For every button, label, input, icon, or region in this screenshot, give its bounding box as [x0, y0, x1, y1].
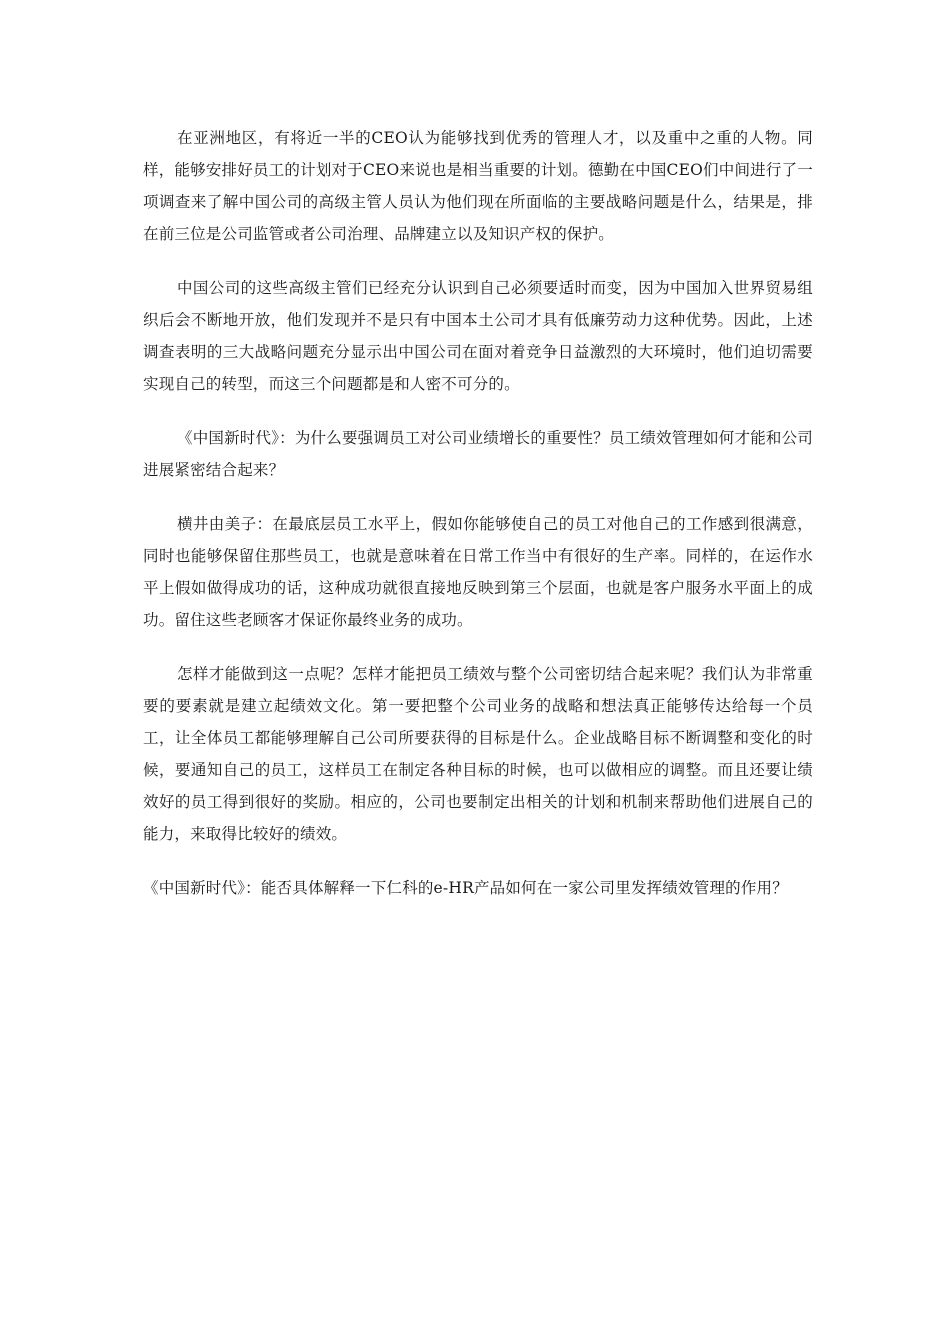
paragraph-question-ehr: 《中国新时代》：能否具体解释一下仁科的e-HR产品如何在一家公司里发挥绩效管理的作用？	[143, 879, 788, 897]
document-body	[143, 122, 813, 926]
paragraph-chinese-executives: 中国公司的这些高级主管们已经充分认识到自己必须要适时而变，因为中国加入世界贸易组织后会不断地开放，他们发现并不是只有中国本土公司才具有低廉劳动力这种优势。因此，上述调查表明的三大战略问题充分显示出中国公司在面对着竞争日益激烈的大环境时，他们迫切需要实现自己的转型，而这三个问题都是和人密不可分的。	[143, 279, 813, 393]
paragraph-answer-yokoi: 横井由美子：在最底层员工水平上，假如你能够使自己的员工对他自己的工作感到很满意，同时也能够保留住那些员工，也就是意味着在日常工作当中有很好的生产率。同样的，在运作水平上假如做得成功的话，这种成功就很直接地反映到第三个层面，也就是客户服务水平面上的成功。留住这些老顾客才保证你最终业务的成功。	[143, 515, 813, 629]
paragraph-question-employee-importance: 《中国新时代》：为什么要强调员工对公司业绩增长的重要性？员工绩效管理如何才能和公司进展紧密结合起来？	[143, 429, 813, 479]
paragraph-performance-culture: 怎样才能做到这一点呢？怎样才能把员工绩效与整个公司密切结合起来呢？我们认为非常重要的要素就是建立起绩效文化。第一要把整个公司业务的战略和想法真正能够传达给每一个员工，让全体员工都能够理解自己公司所要获得的目标是什么。企业战略目标不断调整和变化的时候，要通知自己的员工，这样员工在制定各种目标的时候，也可以做相应的调整。而且还要让绩效好的员工得到很好的奖励。相应的，公司也要制定出相关的计划和机制来帮助他们进展自己的能力，来取得比较好的绩效。	[143, 665, 813, 843]
paragraph-asia-ceo: 在亚洲地区，有将近一半的CEO认为能够找到优秀的管理人才，以及重中之重的人物。同样，能够安排好员工的计划对于CEO来说也是相当重要的计划。德勤在中国CEO们中间进行了一项调查来了解中国公司的高级主管人员认为他们现在所面临的主要战略问题是什么，结果是，排在前三位是公司监管或者公司治理、品牌建立以及知识产权的保护。	[143, 129, 813, 243]
